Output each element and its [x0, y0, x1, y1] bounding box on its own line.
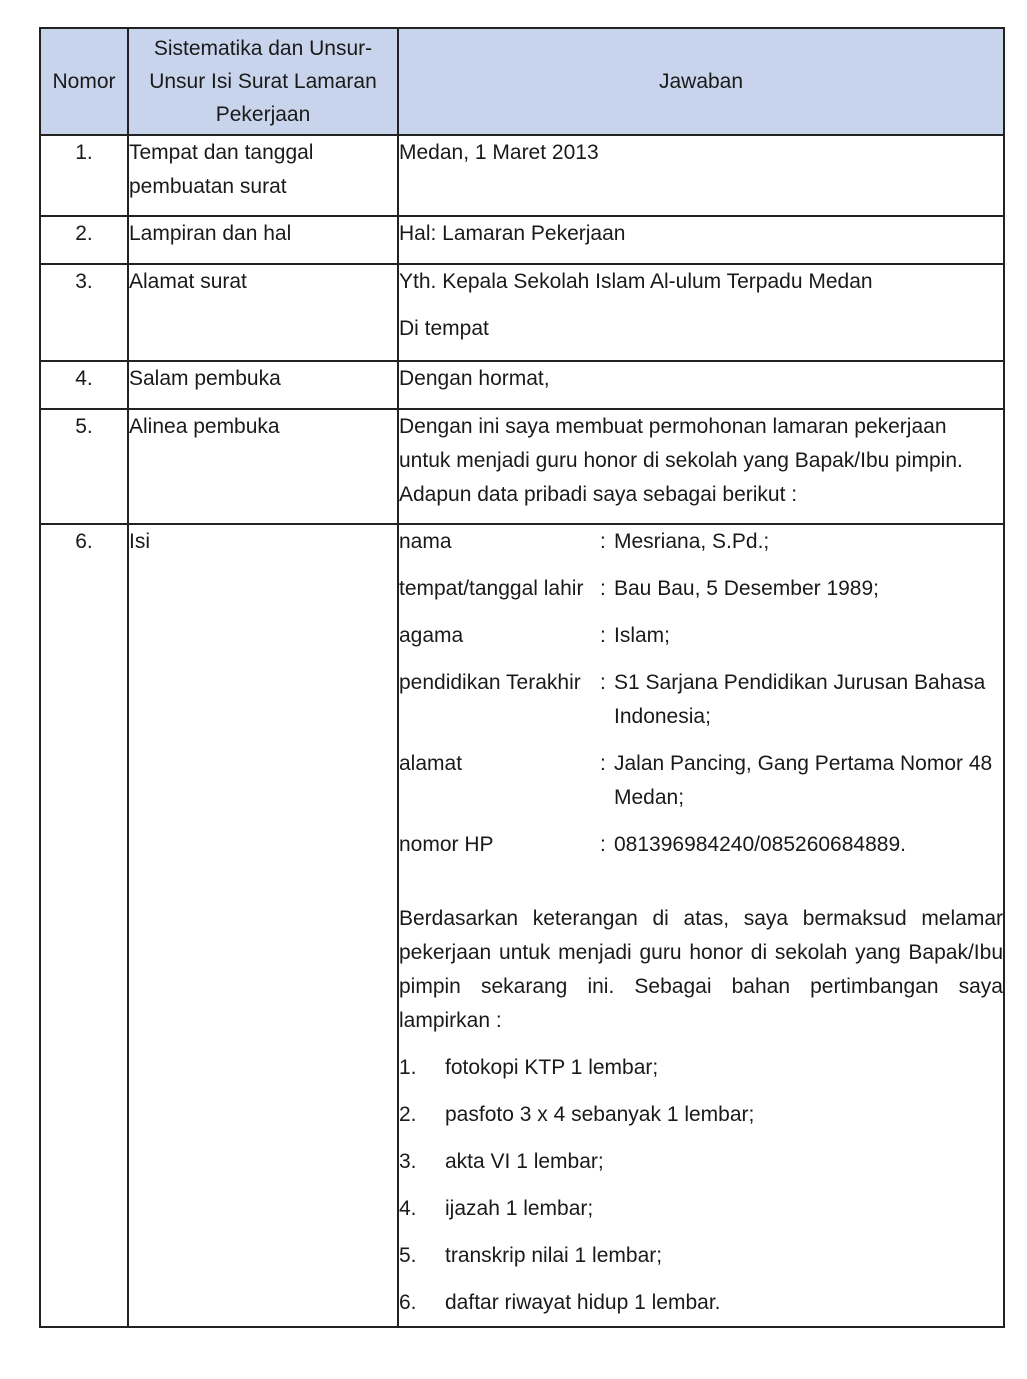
lampiran-item	[399, 1192, 1003, 1226]
row-number: 1.	[40, 135, 128, 216]
lampiran-item	[399, 1098, 1003, 1132]
lampiran-item	[399, 1145, 1003, 1179]
data-value: S1 Sarjana Pendidikan Jurusan Bahasa Indonesia;	[614, 671, 986, 728]
data-key: nama	[399, 530, 452, 553]
data-key: nomor HP	[399, 833, 494, 856]
data-pribadi-item	[399, 572, 1003, 606]
data-colon: :	[600, 624, 606, 647]
lampiran-item	[399, 1286, 1003, 1320]
data-key: pendidikan Terakhir	[399, 671, 581, 694]
header-unsur: Sistematika dan Unsur-Unsur Isi Surat Lamaran Pekerjaan	[128, 28, 398, 135]
lampiran-list	[399, 1051, 1003, 1320]
isi-paragraph: Berdasarkan keterangan di atas, saya bermaksud melamar pekerjaan untuk menjadi guru honor di sekolah yang Bapak/Ibu pimpin sekarang ini. Sebagai bahan pertimbangan saya lampirkan :	[399, 907, 1003, 1032]
lampiran-number: 4.	[399, 1197, 417, 1220]
row-unsur: Tempat dan tanggal pembuatan surat	[128, 135, 398, 216]
data-pribadi-list	[399, 525, 1003, 862]
data-pribadi-item	[399, 525, 1003, 559]
lampiran-text: akta VI 1 lembar;	[445, 1150, 604, 1173]
data-value: Jalan Pancing, Gang Pertama Nomor 48 Medan;	[614, 752, 993, 809]
data-colon: :	[600, 752, 606, 775]
lampiran-item	[399, 1239, 1003, 1273]
table-row	[40, 135, 1004, 216]
table-header-row	[40, 28, 1004, 135]
data-pribadi-item	[399, 828, 1003, 862]
data-value: 081396984240/085260684889.	[614, 833, 906, 856]
row-unsur: Salam pembuka	[128, 361, 398, 409]
data-value: Bau Bau, 5 Desember 1989;	[614, 577, 880, 600]
table-row	[40, 524, 1004, 1327]
lampiran-item	[399, 1051, 1003, 1085]
data-key: agama	[399, 624, 464, 647]
lampiran-number: 1.	[399, 1056, 417, 1079]
header-jawaban: Jawaban	[398, 28, 1004, 135]
row-number: 2.	[40, 216, 128, 264]
data-colon: :	[600, 577, 606, 600]
data-key: tempat/tanggal lahir	[399, 577, 584, 600]
table-row	[40, 264, 1004, 361]
row-jawaban	[398, 264, 1004, 361]
data-pribadi-item	[399, 666, 1003, 734]
row-unsur: Alinea pembuka	[128, 409, 398, 524]
row-unsur: Alamat surat	[128, 264, 398, 361]
data-colon: :	[600, 833, 606, 856]
lampiran-number: 5.	[399, 1244, 417, 1267]
lampiran-number: 3.	[399, 1150, 417, 1173]
row-jawaban: Dengan hormat,	[398, 361, 1004, 409]
lampiran-text: pasfoto 3 x 4 sebanyak 1 lembar;	[445, 1103, 755, 1126]
row-number: 6.	[40, 524, 128, 1327]
lampiran-text: ijazah 1 lembar;	[445, 1197, 594, 1220]
alamat-line-1: Yth. Kepala Sekolah Islam Al-ulum Terpadu Medan	[399, 270, 873, 293]
table-row	[40, 361, 1004, 409]
header-nomor: Nomor	[40, 28, 128, 135]
data-value: Mesriana, S.Pd.;	[614, 530, 770, 553]
lampiran-number: 2.	[399, 1103, 417, 1126]
row-jawaban: Hal: Lamaran Pekerjaan	[398, 216, 1004, 264]
table-row	[40, 409, 1004, 524]
lampiran-text: daftar riwayat hidup 1 lembar.	[445, 1291, 721, 1314]
table-row	[40, 216, 1004, 264]
row-unsur: Isi	[128, 524, 398, 1327]
row-number: 4.	[40, 361, 128, 409]
data-colon: :	[600, 671, 606, 694]
lampiran-text: transkrip nilai 1 lembar;	[445, 1244, 663, 1267]
row-number: 3.	[40, 264, 128, 361]
row-number: 5.	[40, 409, 128, 524]
surat-lamaran-table	[39, 27, 1005, 1328]
data-pribadi-item	[399, 619, 1003, 653]
data-pribadi-item	[399, 747, 1003, 815]
data-colon: :	[600, 530, 606, 553]
row-jawaban: Medan, 1 Maret 2013	[398, 135, 1004, 216]
row-jawaban-isi	[398, 524, 1004, 1327]
alamat-line-2: Di tempat	[399, 317, 489, 340]
lampiran-number: 6.	[399, 1291, 417, 1314]
data-value: Islam;	[614, 624, 671, 647]
row-unsur: Lampiran dan hal	[128, 216, 398, 264]
data-key: alamat	[399, 752, 463, 775]
lampiran-text: fotokopi KTP 1 lembar;	[445, 1056, 659, 1079]
row-jawaban: Dengan ini saya membuat permohonan lamaran pekerjaan untuk menjadi guru honor di sekolah yang Bapak/Ibu pimpin. Adapun data pribadi saya sebagai berikut :	[398, 409, 1004, 524]
